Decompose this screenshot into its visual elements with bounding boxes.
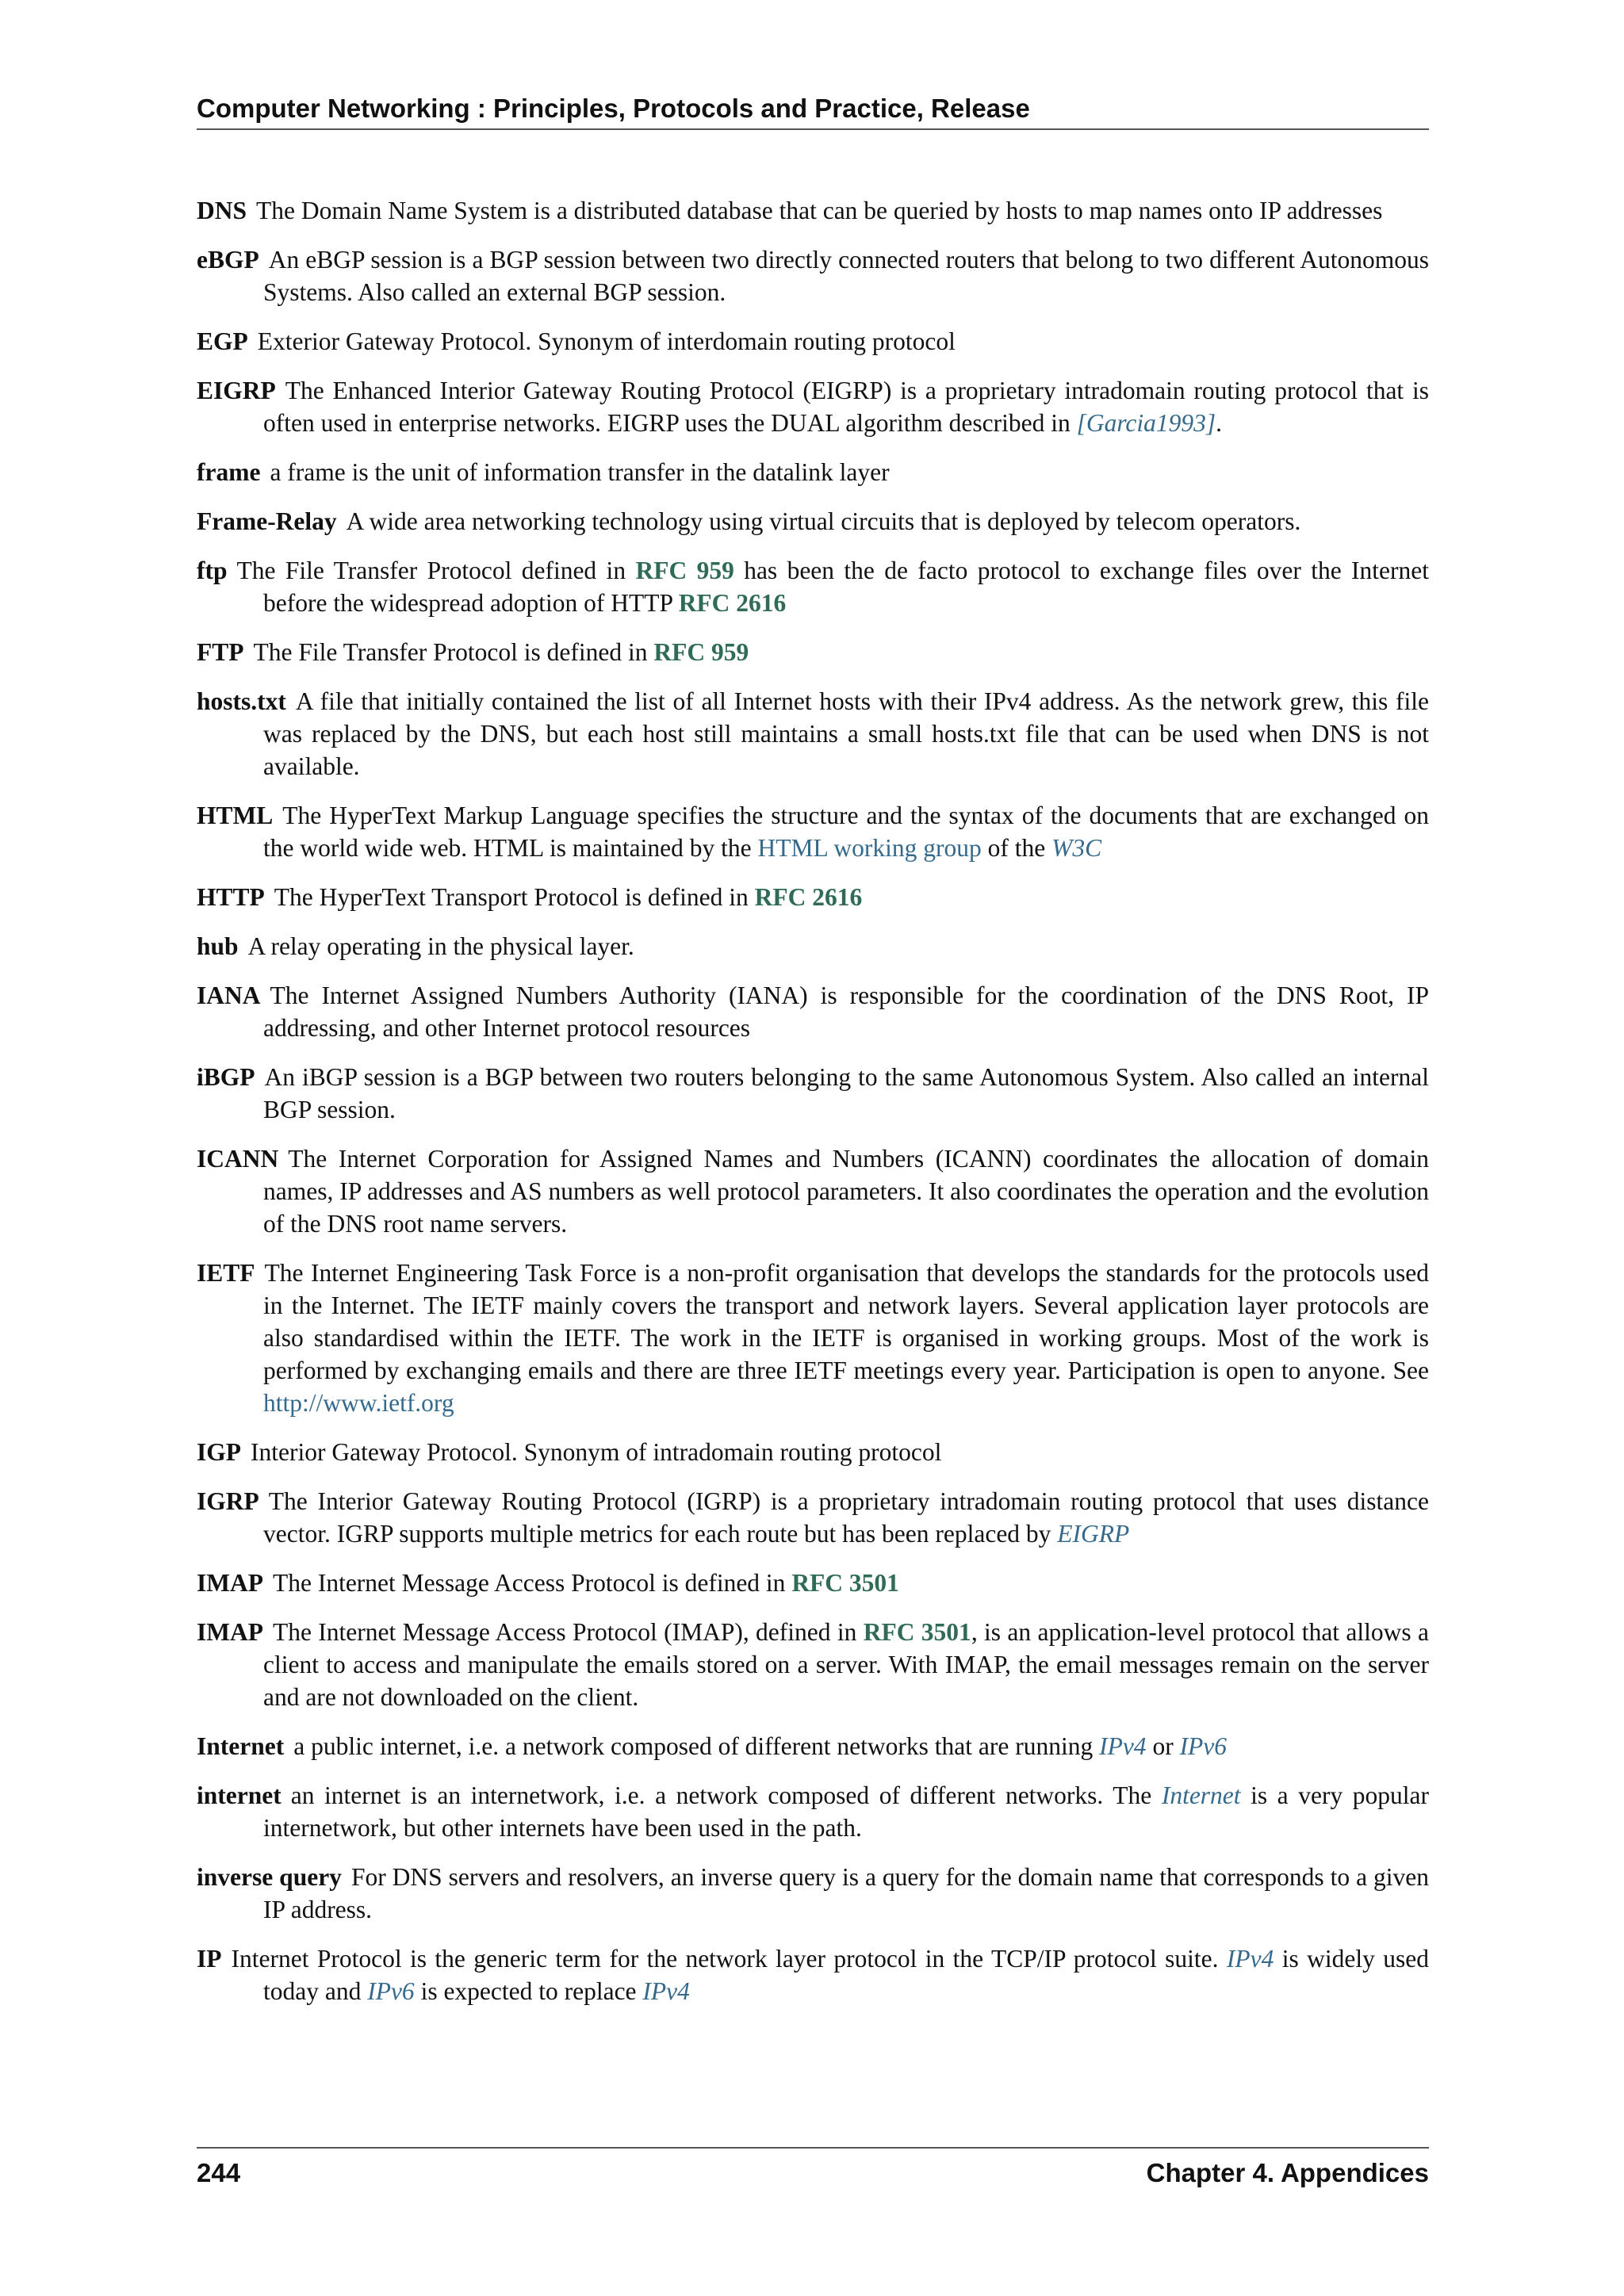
- definition-text: For DNS servers and resolvers, an inverse query is a query for the domain name that corresponds to a given IP address.: [263, 1863, 1429, 1923]
- definition-text: The File Transfer Protocol is defined in: [253, 638, 654, 666]
- glossary-entry: [197, 1861, 1429, 1926]
- cross-reference-link[interactable]: EIGRP: [1057, 1520, 1130, 1548]
- glossary-term: IANA: [197, 982, 261, 1009]
- definition-text: of the: [981, 834, 1052, 862]
- glossary-term: FTP: [197, 638, 244, 666]
- external-link[interactable]: http://www.ietf.org: [263, 1389, 454, 1417]
- glossary-term: ICANN: [197, 1145, 279, 1173]
- glossary-entry: [197, 456, 1429, 488]
- definition-text: .: [1216, 409, 1223, 437]
- definition-text: An iBGP session is a BGP between two routers belonging to the same Autonomous System. Also called an internal BGP session.: [263, 1063, 1429, 1123]
- cross-reference-link[interactable]: IPv4: [642, 1977, 690, 2005]
- definition-text: a public internet, i.e. a network composed of different networks that are running: [293, 1732, 1100, 1760]
- glossary-entry: [197, 243, 1429, 308]
- definition-text: The HyperText Markup Language specifies the structure and the syntax of the documents that are exchanged on the world wide web. HTML is maintained by the: [263, 802, 1429, 862]
- glossary-term: HTTP: [197, 883, 265, 911]
- glossary-entry: [197, 881, 1429, 913]
- glossary-term: IETF: [197, 1259, 255, 1287]
- external-link[interactable]: HTML working group: [757, 834, 982, 862]
- rfc-link[interactable]: RFC 959: [653, 638, 749, 666]
- glossary-term: internet: [197, 1781, 282, 1809]
- glossary-term: EGP: [197, 327, 248, 355]
- definition-text: or: [1146, 1732, 1180, 1760]
- definition-text: The Domain Name System is a distributed database that can be queried by hosts to map names onto IP addresses: [256, 197, 1383, 224]
- glossary-term: Internet: [197, 1732, 285, 1760]
- glossary-entry: [197, 1730, 1429, 1762]
- definition-text: has been the de facto protocol to exchange files over the Internet before the widespread adoption of HTTP: [263, 557, 1430, 617]
- glossary-term: IMAP: [197, 1618, 263, 1646]
- cross-reference-link[interactable]: [Garcia1993]: [1076, 409, 1216, 437]
- glossary-term: IP: [197, 1945, 222, 1973]
- glossary-entry: [197, 979, 1429, 1044]
- definition-text: The Internet Message Access Protocol is defined in: [272, 1569, 792, 1597]
- glossary-entry: [197, 799, 1429, 864]
- glossary-entry: [197, 1142, 1429, 1240]
- definition-text: An eBGP session is a BGP session between two directly connected routers that belong to two different Autonomous Systems. Also called an external BGP session.: [263, 246, 1429, 306]
- definition-text: a frame is the unit of information transfer in the datalink layer: [270, 458, 890, 486]
- rfc-link[interactable]: RFC 959: [635, 557, 734, 584]
- glossary-term: eBGP: [197, 246, 259, 274]
- definition-text: The Enhanced Interior Gateway Routing Protocol (EIGRP) is a proprietary intradomain routing protocol that is often used in enterprise networks. EIGRP uses the DUAL algorithm described in: [263, 377, 1429, 437]
- cross-reference-link[interactable]: IPv6: [367, 1977, 415, 2005]
- definition-text: The Internet Engineering Task Force is a non-profit organisation that develops the standards for the protocols used in the Internet. The IETF mainly covers the transport and network layers. Several application layer protocols are also standardised within the IETF. The work in the IETF is organised in working groups. Most of the work is performed by exchanging emails and there are three IETF meetings every year. Participation is open to anyone. See: [263, 1259, 1429, 1384]
- glossary-entry: [197, 1485, 1429, 1550]
- chapter-label: Chapter 4. Appendices: [1146, 2158, 1429, 2187]
- glossary-term: EIGRP: [197, 377, 276, 404]
- rfc-link[interactable]: RFC 2616: [754, 883, 863, 911]
- rfc-link[interactable]: RFC 3501: [863, 1618, 971, 1646]
- definition-text: A file that initially contained the list of all Internet hosts with their IPv4 address. As the network grew, this file was replaced by the DNS, but each host still maintains a small hosts.txt file that can be used when DNS is not available.: [263, 687, 1429, 780]
- glossary-entry: [197, 1567, 1429, 1599]
- definition-text: an internet is an internetwork, i.e. a network composed of different networks. The: [290, 1781, 1162, 1809]
- definition-text: A relay operating in the physical layer.: [247, 932, 634, 960]
- glossary-entry: [197, 1942, 1429, 2007]
- glossary-term: iBGP: [197, 1063, 255, 1091]
- definition-text: The HyperText Transport Protocol is defined in: [274, 883, 755, 911]
- cross-reference-link[interactable]: IPv4: [1099, 1732, 1147, 1760]
- glossary-term: IGP: [197, 1438, 242, 1466]
- definition-text: The Internet Corporation for Assigned Names and Numbers (ICANN) coordinates the allocation of domain names, IP addresses and AS numbers as well protocol parameters. It also coordinates the operation and the evolution of the DNS root name servers.: [263, 1145, 1429, 1238]
- glossary-entry: [197, 554, 1429, 619]
- glossary-term: IGRP: [197, 1487, 259, 1515]
- rfc-link[interactable]: RFC 3501: [791, 1569, 899, 1597]
- cross-reference-link[interactable]: W3C: [1051, 834, 1102, 862]
- glossary-entry: [197, 1061, 1429, 1126]
- cross-reference-link[interactable]: IPv4: [1226, 1945, 1274, 1973]
- glossary-term: HTML: [197, 802, 274, 829]
- cross-reference-link[interactable]: Internet: [1161, 1781, 1241, 1809]
- definition-text: is widely used today and: [263, 1945, 1430, 2005]
- glossary-term: IMAP: [197, 1569, 263, 1597]
- definition-text: , is an application-level protocol that allows a client to access and manipulate the emails stored on a server. With IMAP, the email messages remain on the server and are not downloaded on the client.: [263, 1618, 1429, 1711]
- rfc-link[interactable]: RFC 2616: [678, 589, 787, 617]
- glossary-term: hosts.txt: [197, 687, 286, 715]
- glossary-term: frame: [197, 458, 261, 486]
- page-footer: [197, 2147, 1429, 2195]
- glossary-entry: [197, 505, 1429, 538]
- glossary-entry: [197, 374, 1429, 439]
- glossary-entry: [197, 1257, 1429, 1419]
- glossary-entry: [197, 194, 1429, 227]
- glossary-term: ftp: [197, 557, 228, 584]
- glossary-entry: [197, 636, 1429, 668]
- definition-text: Internet Protocol is the generic term for the network layer protocol in the TCP/IP protocol suite.: [231, 1945, 1227, 1973]
- definition-text: Interior Gateway Protocol. Synonym of intradomain routing protocol: [251, 1438, 942, 1466]
- definition-text: is a very popular internetwork, but other internets have been used in the path.: [263, 1781, 1429, 1842]
- definition-text: Exterior Gateway Protocol. Synonym of interdomain routing protocol: [257, 327, 956, 355]
- definition-text: The File Transfer Protocol defined in: [236, 557, 636, 584]
- book-title: Computer Networking : Principles, Protocols and Practice, Release: [197, 94, 1030, 123]
- glossary-term: DNS: [197, 197, 247, 224]
- glossary-term: inverse query: [197, 1863, 342, 1891]
- glossary-entry: [197, 685, 1429, 783]
- cross-reference-link[interactable]: IPv6: [1179, 1732, 1228, 1760]
- definition-text: The Interior Gateway Routing Protocol (IGRP) is a proprietary intradomain routing protocol that uses distance vector. IGRP supports multiple metrics for each route but has been replaced by: [263, 1487, 1429, 1548]
- glossary-entry: [197, 1616, 1429, 1713]
- glossary-list: [197, 194, 1429, 2024]
- definition-text: The Internet Message Access Protocol (IMAP), defined in: [272, 1618, 864, 1646]
- page-number: 244: [197, 2158, 241, 2187]
- glossary-entry: [197, 325, 1429, 358]
- definition-text: A wide area networking technology using virtual circuits that is deployed by telecom operators.: [346, 507, 1301, 535]
- definition-text: is expected to replace: [414, 1977, 643, 2005]
- glossary-entry: [197, 930, 1429, 962]
- glossary-entry: [197, 1779, 1429, 1844]
- definition-text: The Internet Assigned Numbers Authority (IANA) is responsible for the coordination of the DNS Root, IP addressing, and other Internet protocol resources: [263, 982, 1429, 1042]
- glossary-entry: [197, 1436, 1429, 1468]
- glossary-term: Frame-Relay: [197, 507, 337, 535]
- glossary-term: hub: [197, 932, 239, 960]
- running-header: [197, 89, 1429, 130]
